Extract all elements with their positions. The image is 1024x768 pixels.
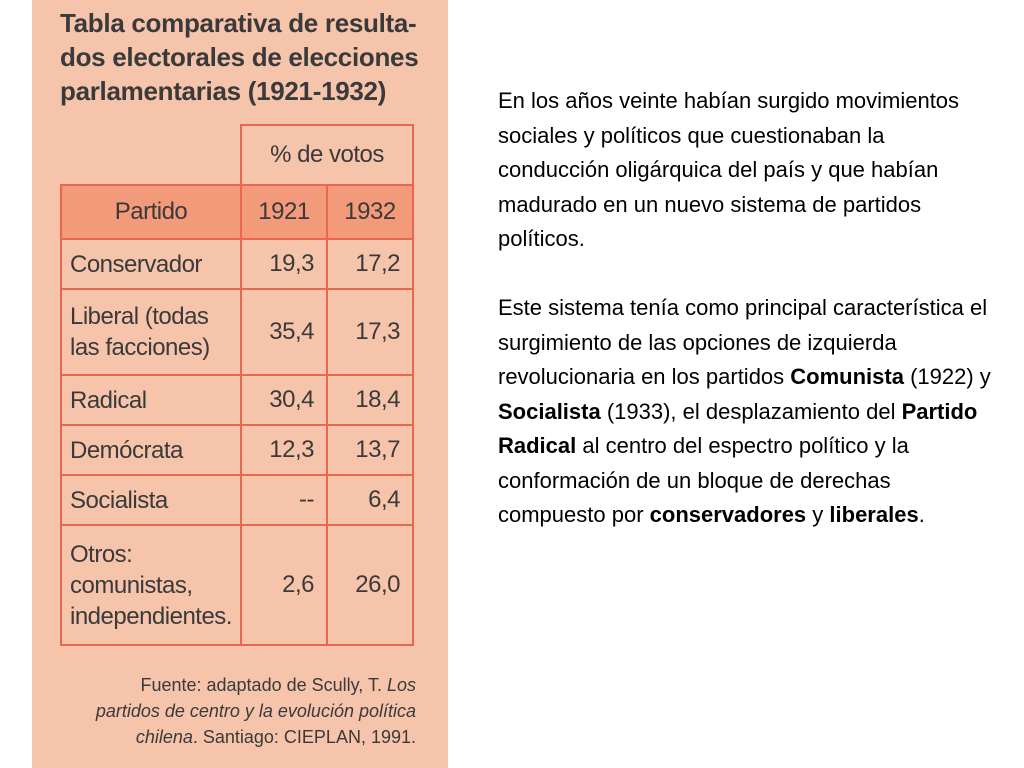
table-title: [60, 6, 440, 108]
title-line: parlamentarias (1921-1932): [60, 76, 387, 106]
year-1932-header: 1932: [327, 185, 413, 239]
party-name-line: las facciones): [70, 334, 210, 361]
vote-1921: 2,6: [241, 525, 327, 645]
text-run: Este sistema tenía como principal característica el surgimiento de las opciones de izquierda revolucionaria en los partidos: [498, 295, 988, 389]
table-row: [61, 425, 413, 475]
vote-1932: 26,0: [327, 525, 413, 645]
article-text: [498, 84, 998, 533]
source-citation: [54, 672, 416, 750]
party-name: Socialista: [61, 475, 241, 525]
text-run: al centro del espectro político y la conformación de un bloque de derechas compuesto por: [498, 433, 909, 527]
text-run: (1922) y: [903, 364, 991, 389]
table-row: [61, 375, 413, 425]
source-prefix: Fuente: adaptado de Scully, T.: [140, 675, 387, 695]
article-paragraph-2: [498, 291, 998, 533]
title-line: Tabla comparativa de resulta-: [60, 8, 417, 38]
vote-1932: 6,4: [327, 475, 413, 525]
vote-table: [60, 124, 414, 646]
vote-1932: 18,4: [327, 375, 413, 425]
text-run: (1933), el desplazamiento del: [600, 398, 902, 424]
source-title-part: chilena: [135, 727, 193, 747]
party-name-line: Otros:: [70, 540, 133, 568]
table-panel: [32, 0, 448, 768]
table-row: [61, 475, 413, 525]
vote-1921: --: [241, 475, 327, 525]
article-paragraph-1: En los años veinte habían surgido movimientos sociales y políticos que cuestionaban la conducción oligárquica del país y que habían madurado en un nuevo sistema de partidos políticos.: [498, 88, 960, 251]
vote-1921: 30,4: [241, 375, 327, 425]
party-name-line: independientes.: [70, 602, 232, 630]
bold-term: Partido Radical: [498, 398, 978, 458]
vote-1932: 17,2: [327, 239, 413, 289]
vote-1921: 12,3: [241, 425, 327, 475]
text-run: .: [918, 502, 925, 527]
source-suffix: . Santiago: CIEPLAN, 1991.: [192, 727, 416, 747]
party-name: Conservador: [61, 239, 241, 289]
party-name-line: Liberal (todas: [70, 303, 209, 330]
party-name: Radical: [61, 375, 241, 425]
party-name: Demócrata: [61, 425, 241, 475]
text-run: y: [806, 502, 830, 527]
party-column-header: Partido: [61, 185, 241, 239]
vote-1921: 35,4: [241, 289, 327, 375]
votes-group-header: % de votos: [241, 125, 413, 185]
table-row: [61, 289, 413, 375]
bold-term: conservadores: [649, 502, 807, 527]
year-1921-header: 1921: [241, 185, 327, 239]
source-title-part: partidos de centro y la evolución política: [95, 701, 416, 721]
party-name: [61, 525, 241, 645]
party-name: [61, 289, 241, 375]
source-title-part: Los: [386, 675, 416, 695]
table-row: [61, 239, 413, 289]
bold-term: liberales: [829, 502, 919, 527]
vote-1921: 19,3: [241, 239, 327, 289]
empty-header-cell: [61, 125, 241, 185]
table-row: [61, 525, 413, 645]
bold-term: Comunista: [790, 364, 904, 389]
title-line: dos electorales de elecciones: [60, 42, 419, 72]
vote-1932: 17,3: [327, 289, 413, 375]
vote-1932: 13,7: [327, 425, 413, 475]
bold-term: Socialista: [498, 398, 601, 424]
party-name-line: comunistas,: [70, 571, 193, 599]
